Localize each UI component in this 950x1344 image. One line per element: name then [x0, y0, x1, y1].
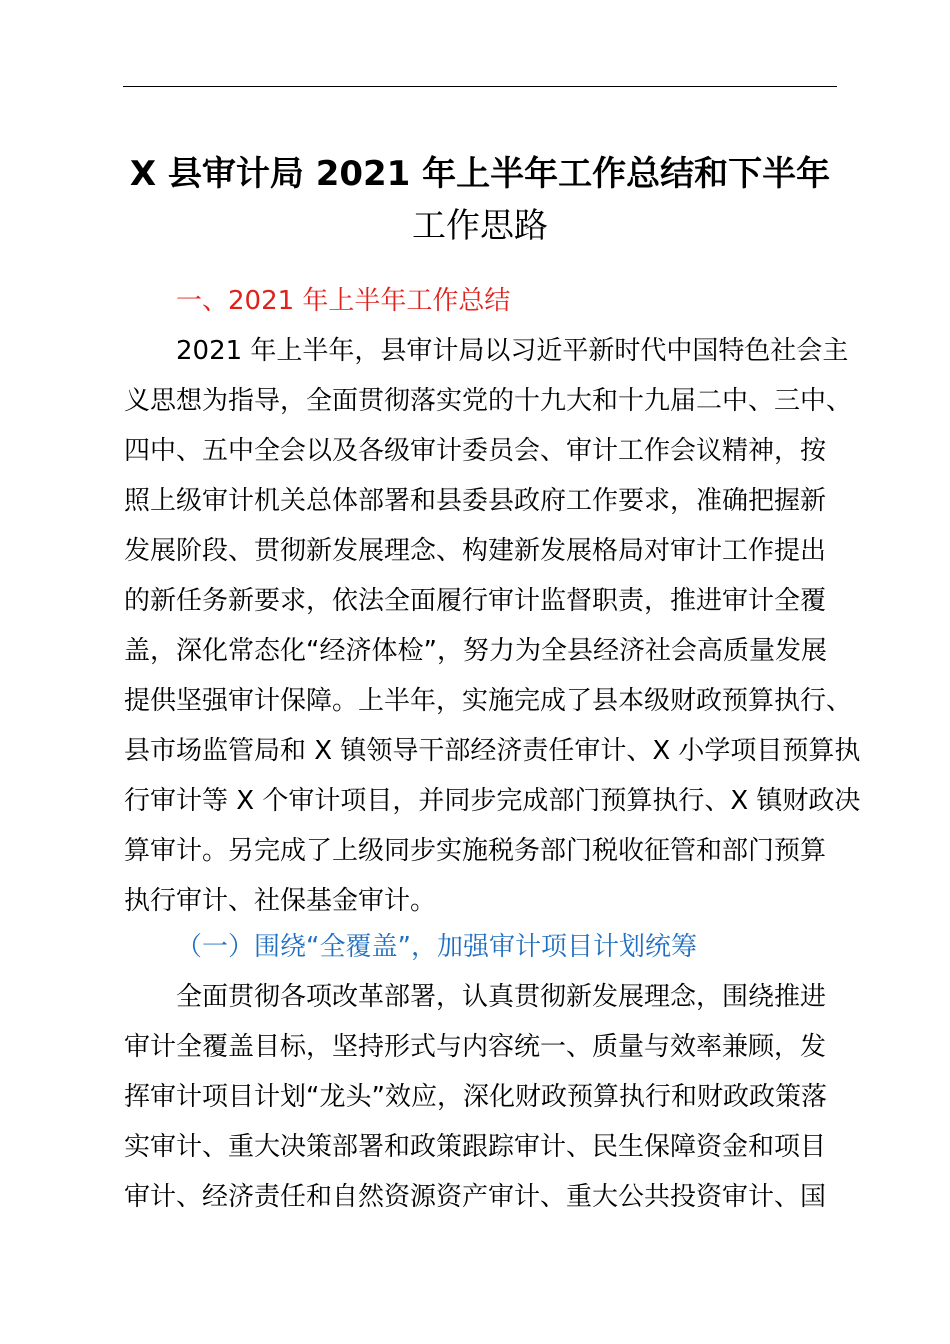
paragraph-line: 全面贯彻各项改革部署，认真贯彻新发展理念，围绕推进 — [176, 982, 827, 1012]
paragraph-line: 审计、经济责任和自然资源资产审计、重大公共投资审计、国 — [124, 1182, 827, 1212]
paragraph-line: 县市场监管局和 X 镇领导干部经济责任审计、X 小学项目预算执 — [124, 736, 861, 766]
subsection-heading: （一）围绕“全覆盖”，加强审计项目计划统筹 — [176, 932, 697, 962]
paragraph-line: 行审计等 X 个审计项目，并同步完成部门预算执行、X 镇财政决 — [124, 786, 861, 816]
paragraph-line: 的新任务新要求，依法全面履行审计监督职责，推进审计全覆 — [124, 586, 827, 616]
title-line: X 县审计局 2021 年上半年工作总结和下半年 — [129, 154, 831, 194]
header-rule — [123, 86, 837, 87]
paragraph-line: 义思想为指导，全面贯彻落实党的十九大和十九届二中、三中、 — [124, 386, 853, 416]
paragraph-line: 实审计、重大决策部署和政策跟踪审计、民生保障资金和项目 — [124, 1132, 827, 1162]
paragraph-line: 2021 年上半年，县审计局以习近平新时代中国特色社会主 — [176, 336, 849, 366]
section-heading: 一、2021 年上半年工作总结 — [176, 286, 511, 316]
paragraph-2 — [124, 972, 844, 1222]
paragraph-line: 挥审计项目计划“龙头”效应，深化财政预算执行和财政政策落 — [124, 1082, 827, 1112]
paragraph-line: 算审计。另完成了上级同步实施税务部门税收征管和部门预算 — [124, 836, 827, 866]
paragraph-line: 审计全覆盖目标，坚持形式与内容统一、质量与效率兼顾，发 — [124, 1032, 827, 1062]
paragraph-1 — [124, 326, 861, 926]
paragraph-line: 发展阶段、贯彻新发展理念、构建新发展格局对审计工作提出 — [124, 536, 827, 566]
title-line: 工作思路 — [412, 206, 548, 246]
paragraph-line: 盖，深化常态化“经济体检”，努力为全县经济社会高质量发展 — [124, 636, 827, 666]
paragraph-line: 四中、五中全会以及各级审计委员会、审计工作会议精神，按 — [124, 436, 827, 466]
paragraph-line: 执行审计、社保基金审计。 — [124, 886, 437, 916]
document-title — [100, 148, 860, 252]
paragraph-line: 照上级审计机关总体部署和县委县政府工作要求，准确把握新 — [124, 486, 827, 516]
paragraph-line: 提供坚强审计保障。上半年，实施完成了县本级财政预算执行、 — [124, 686, 853, 716]
